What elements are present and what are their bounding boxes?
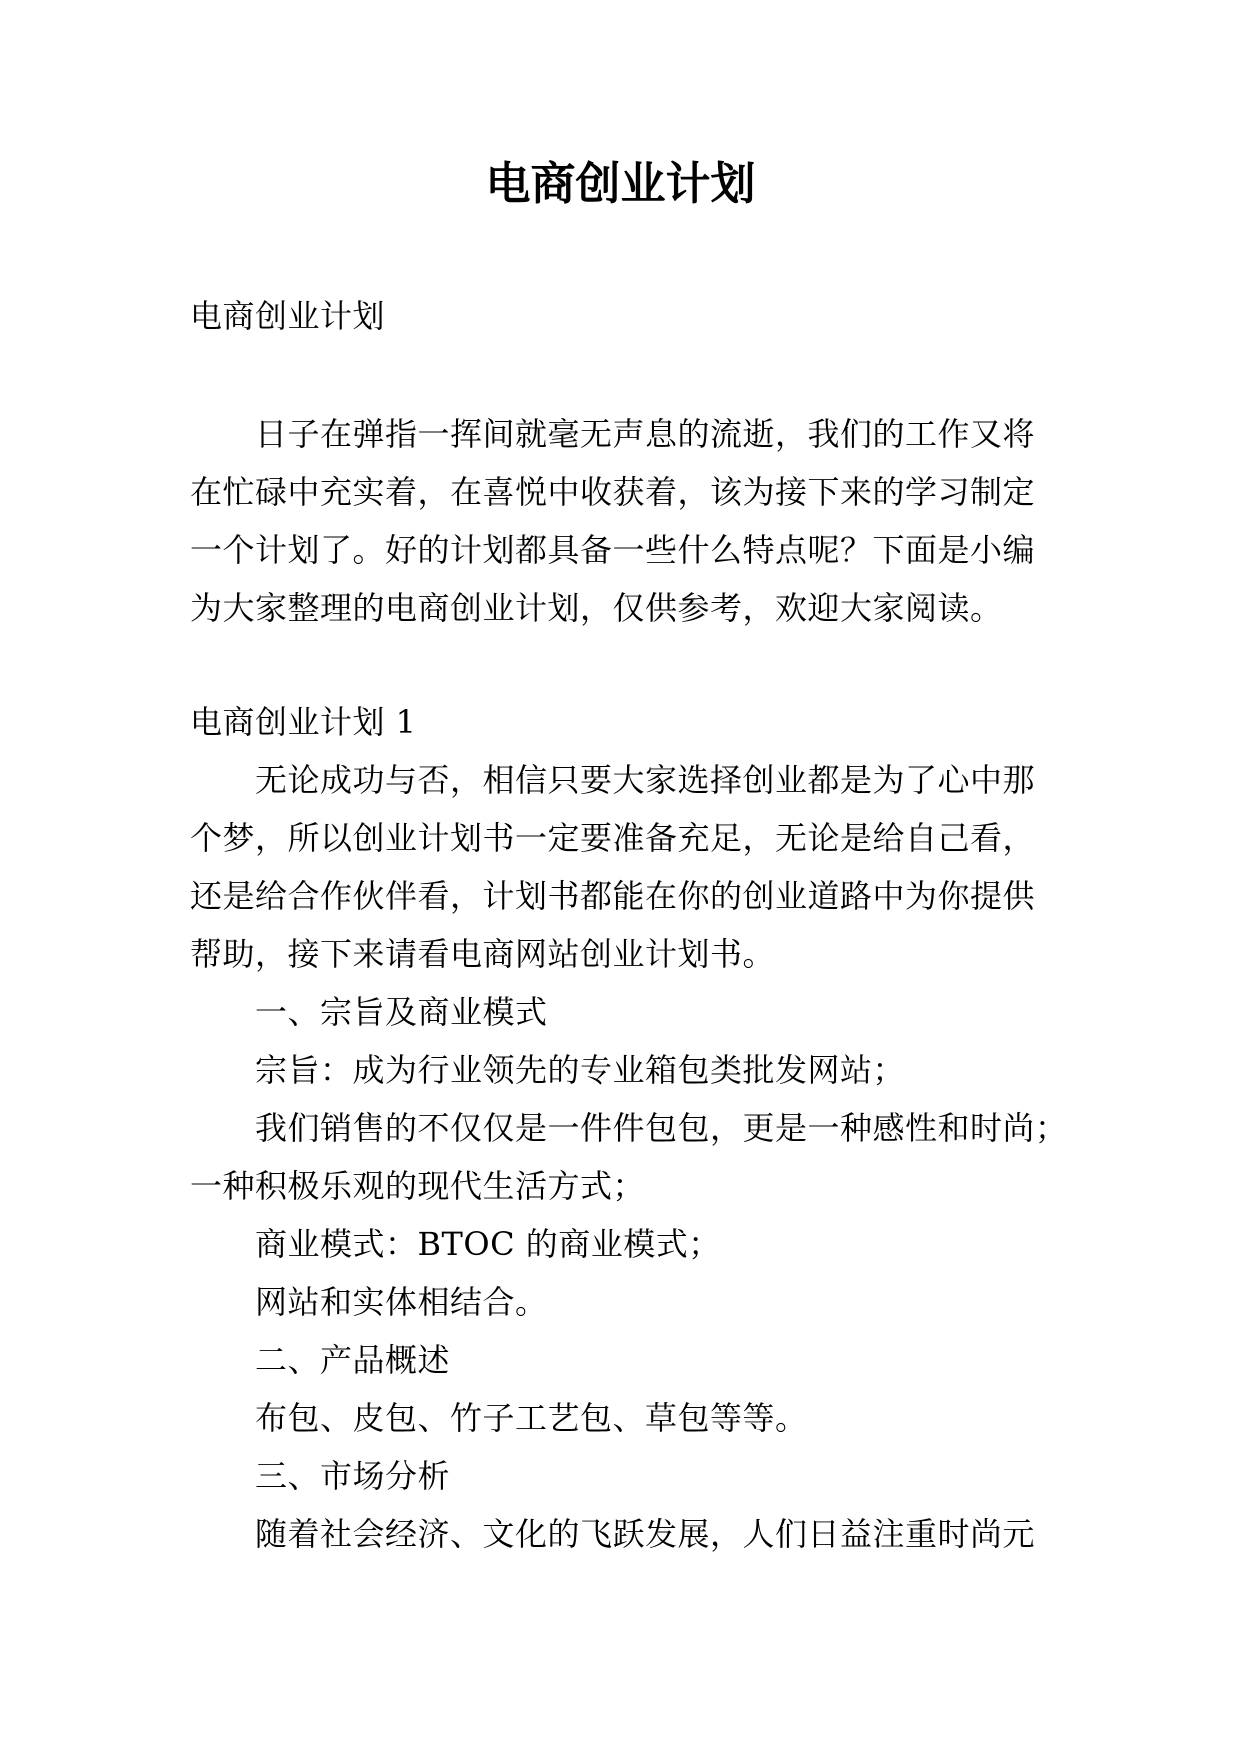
intro-line: 为大家整理的电商创业计划，仅供参考，欢迎大家阅读。 xyxy=(190,589,1003,627)
item-line: 网站和实体相结合。 xyxy=(255,1283,548,1321)
item-line: 宗旨：成为行业领先的专业箱包类批发网站； xyxy=(255,1051,906,1089)
item-line: 我们销售的不仅仅是一件件包包，更是一种感性和时尚； xyxy=(255,1109,1068,1147)
item-line: 一种积极乐观的现代生活方式； xyxy=(190,1167,646,1205)
intro-line: 一个计划了。好的计划都具备一些什么特点呢？下面是小编 xyxy=(190,531,1036,569)
intro-line: 日子在弹指一挥间就毫无声息的流逝，我们的工作又将 xyxy=(255,415,1036,453)
paragraph-line: 帮助，接下来请看电商网站创业计划书。 xyxy=(190,935,776,973)
item-line: 商业模式：BTOC 的商业模式； xyxy=(255,1225,721,1263)
paragraph-line: 个梦，所以创业计划书一定要准备充足，无论是给自己看， xyxy=(190,819,1036,857)
document-title: 电商创业计划 xyxy=(485,157,756,210)
item-line: 布包、皮包、竹子工艺包、草包等等。 xyxy=(255,1399,808,1437)
item-line: 随着社会经济、文化的飞跃发展，人们日益注重时尚元 xyxy=(255,1515,1036,1553)
item-heading-3: 三、市场分析 xyxy=(255,1457,451,1495)
document-subtitle: 电商创业计划 xyxy=(190,297,386,335)
intro-line: 在忙碌中充实着，在喜悦中收获着，该为接下来的学习制定 xyxy=(190,473,1036,511)
section-heading: 电商创业计划 1 xyxy=(190,703,417,741)
item-heading-2: 二、产品概述 xyxy=(255,1341,451,1379)
item-heading-1: 一、宗旨及商业模式 xyxy=(255,993,548,1031)
paragraph-line: 还是给合作伙伴看，计划书都能在你的创业道路中为你提供 xyxy=(190,877,1036,915)
paragraph-line: 无论成功与否，相信只要大家选择创业都是为了心中那 xyxy=(255,761,1036,799)
